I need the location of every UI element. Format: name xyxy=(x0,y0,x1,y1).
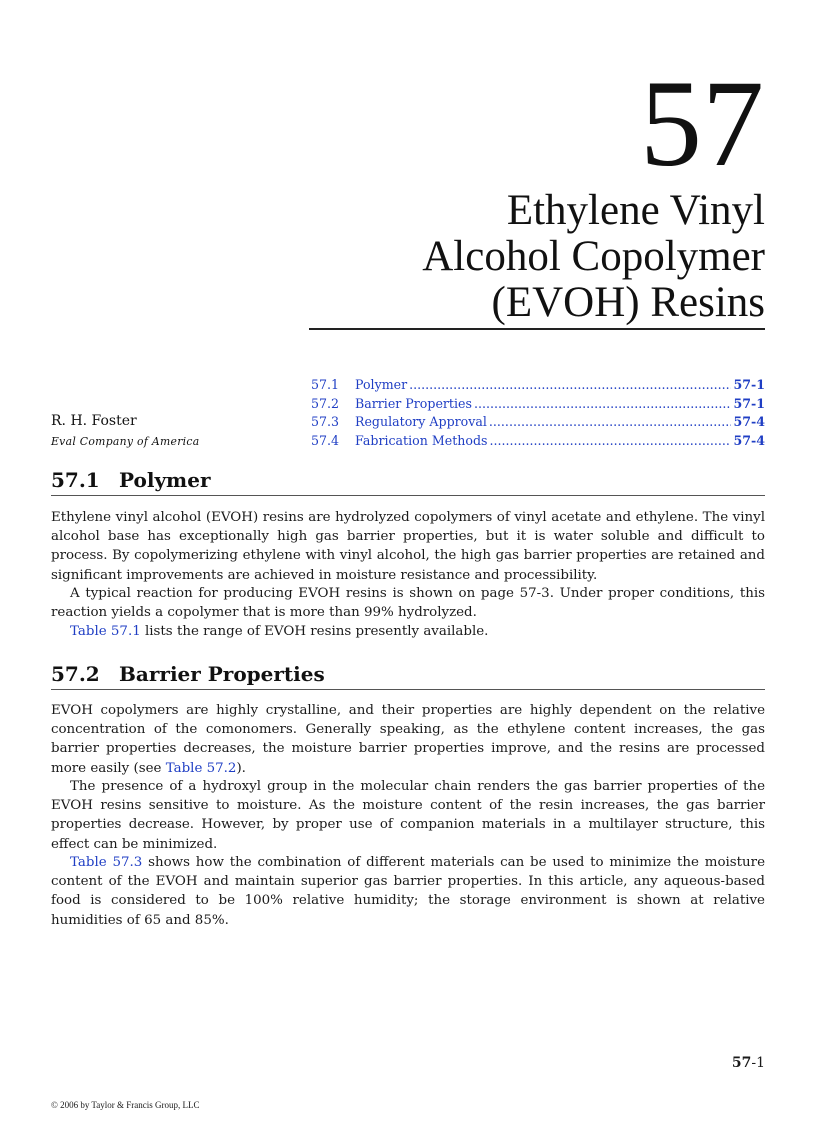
section-number: 57.1 xyxy=(51,468,100,492)
table-of-contents xyxy=(311,376,765,450)
toc-item-regulatory-approval[interactable] xyxy=(311,413,765,432)
chapter-number: 57 xyxy=(640,55,764,192)
toc-page: 57-4 xyxy=(733,432,765,448)
copyright: © 2006 by Taylor & Francis Group, LLC xyxy=(51,1100,200,1110)
paragraph xyxy=(51,701,765,778)
toc-number: 57.2 xyxy=(311,395,340,411)
paragraph xyxy=(51,622,765,641)
toc-item-barrier-properties[interactable] xyxy=(311,395,765,414)
toc-number: 57.1 xyxy=(311,377,340,392)
toc-page: 57-1 xyxy=(733,377,765,392)
chapter-title-line: Alcohol Copolymer xyxy=(422,233,765,280)
paragraph-text: EVOH copolymers are highly crystalline, and their properties are highly dependent on the relative concentration of the comonomers. Generally speaking, as the ethylene content increases, the gas barrier properties decreases, the moisture barrier properties improve, and the resins are processed more easily (see xyxy=(51,703,765,776)
page-number xyxy=(732,1055,765,1071)
toc-page: 57-1 xyxy=(733,395,765,411)
paragraph: A typical reaction for producing EVOH resins is shown on page 57-3. Under proper conditions, this reaction yields a copolymer that is more than 99% hydrolyzed. xyxy=(51,586,765,621)
paragraph xyxy=(51,853,765,930)
paragraph-text: shows how the combination of different materials can be used to minimize the moisture content of the EVOH and maintain superior gas barrier properties. In this article, any aqueous-based food is considered to be 100% relative humidity; the storage environment is shown at relative humidities of 65 and 85%. xyxy=(51,855,766,928)
author-name: R. H. Foster xyxy=(51,413,137,429)
toc-number: 57.4 xyxy=(311,432,340,448)
toc-page: 57-4 xyxy=(733,414,765,429)
author-affiliation: Eval Company of America xyxy=(51,435,200,448)
toc-item-polymer[interactable] xyxy=(311,376,765,395)
title-divider xyxy=(309,328,765,330)
chapter-title-line: (EVOH) Resins xyxy=(491,279,765,326)
section-heading-polymer xyxy=(51,468,765,496)
toc-label: Barrier Properties xyxy=(355,395,472,411)
page-number-page: -1 xyxy=(751,1055,765,1071)
toc-label: Polymer xyxy=(355,377,408,392)
paragraph-text: ). xyxy=(236,760,246,776)
toc-label: Fabrication Methods xyxy=(355,432,488,448)
table-link[interactable]: Table 57.1 xyxy=(70,624,141,639)
page-number-chapter: 57 xyxy=(731,1055,752,1071)
toc-leader xyxy=(489,432,731,451)
paragraph: The presence of a hydroxyl group in the molecular chain renders the gas barrier properties of the EVOH resins sensitive to moisture. As the moisture content of the resin increases, the gas barrier properties decrease. However, by proper use of companion materials in a multilayer structure, this effect can be minimized. xyxy=(51,779,765,852)
section-title: Polymer xyxy=(119,468,211,492)
toc-leader xyxy=(474,395,732,414)
paragraph: Ethylene vinyl alcohol (EVOH) resins are hydrolyzed copolymers of vinyl acetate and ethylene. The vinyl alcohol base has exceptionally high gas barrier properties, but it is water soluble and difficult to process. By copolymerizing ethylene with vinyl alcohol, the high gas barrier properties are retained and significant improvements are achieved in moisture resistance and processibility. xyxy=(51,510,765,583)
chapter-title-line: Ethylene Vinyl xyxy=(506,187,765,234)
table-link[interactable]: Table 57.3 xyxy=(70,855,143,870)
table-link[interactable]: Table 57.2 xyxy=(165,760,237,776)
toc-label: Regulatory Approval xyxy=(355,414,487,429)
toc-item-fabrication-methods[interactable] xyxy=(311,432,765,451)
paragraph-text: lists the range of EVOH resins presently available. xyxy=(140,624,489,639)
toc-leader xyxy=(489,413,732,432)
section-title: Barrier Properties xyxy=(119,662,325,686)
section-number: 57.2 xyxy=(51,662,100,686)
chapter-title xyxy=(422,188,765,326)
toc-number: 57.3 xyxy=(311,414,340,429)
toc-leader xyxy=(409,376,731,395)
section-heading-barrier-properties xyxy=(51,662,765,690)
